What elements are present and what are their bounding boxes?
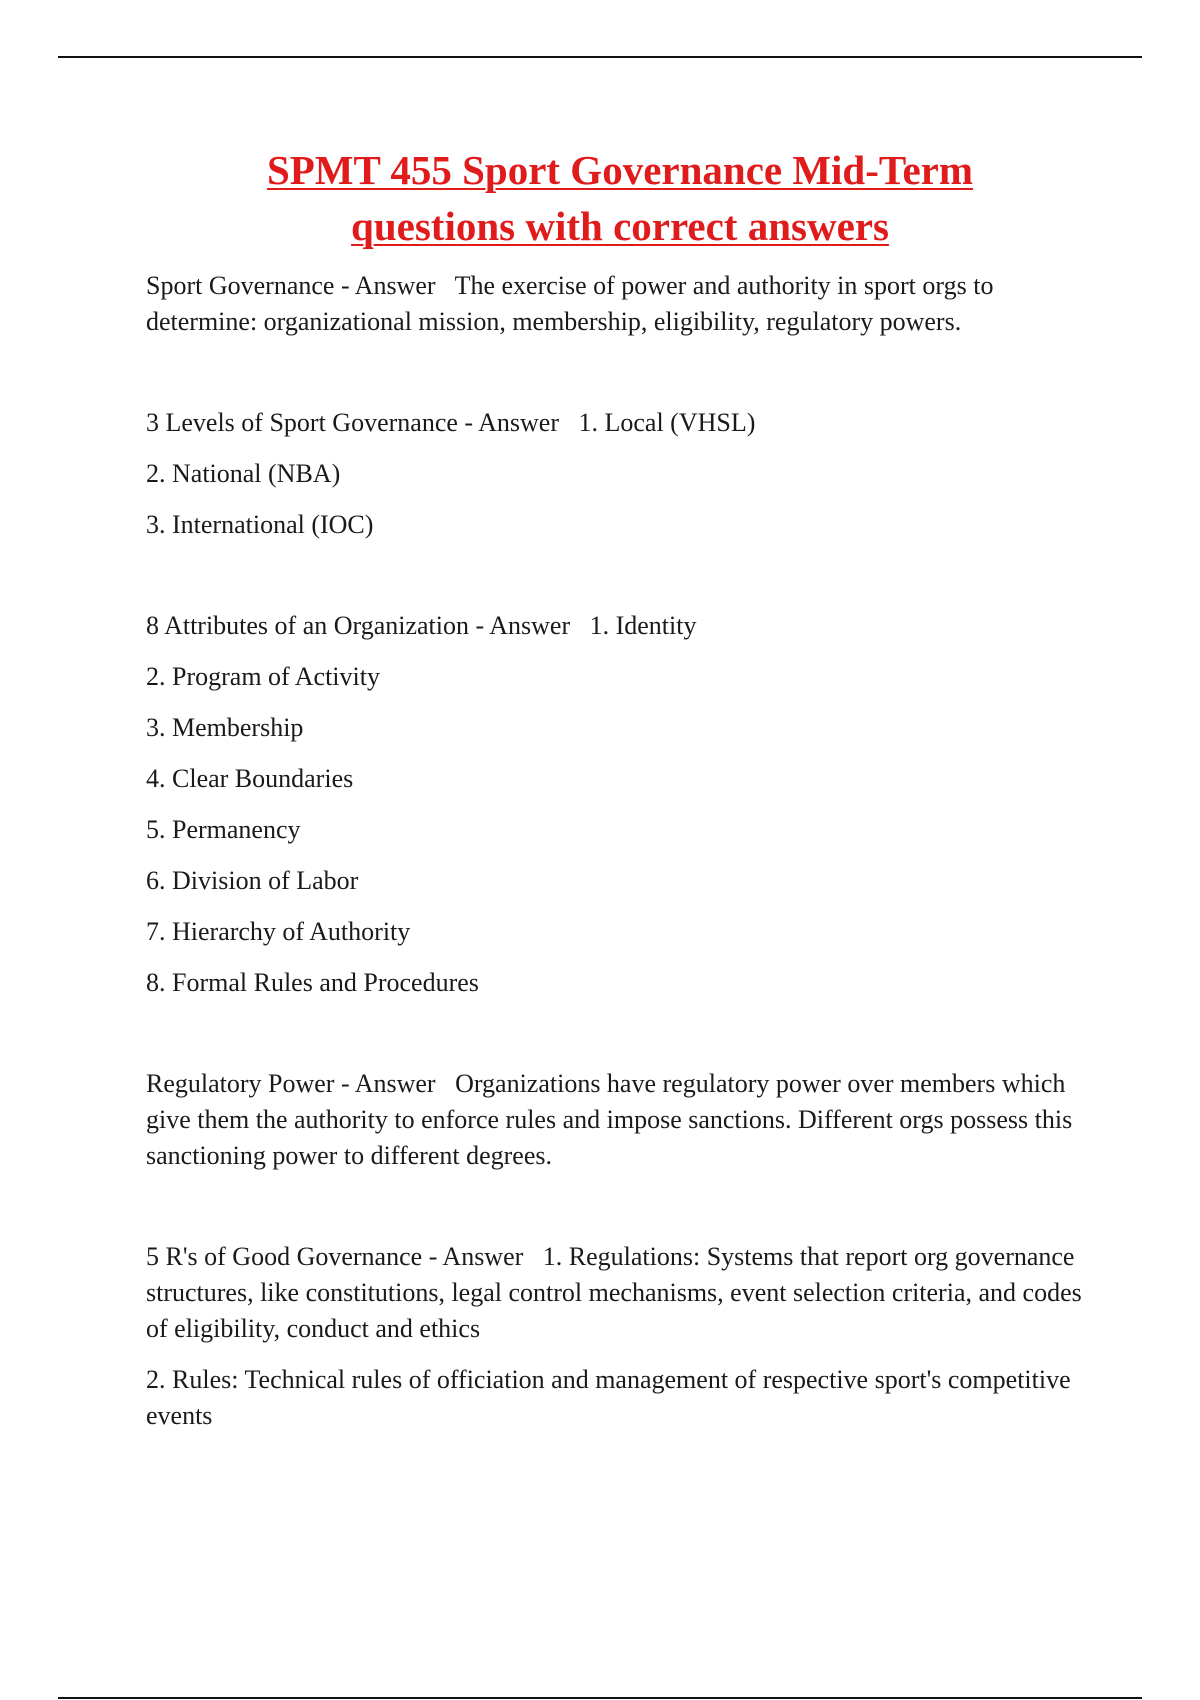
qa-line [146, 405, 1106, 441]
qa-answer-line: 1. Local (VHSL) [578, 408, 756, 437]
qa-term: 8 Attributes of an Organization [146, 611, 470, 640]
qa-answer-line: The exercise of power and authority in sport orgs to determine: organizational mission, membership, eligibility, regulatory powers. [146, 271, 994, 336]
qa-line [146, 608, 1106, 644]
qa-line [146, 1066, 1106, 1174]
qa-answer-line: 3. Membership [146, 713, 304, 742]
qa-answer-line: 2. Program of Activity [146, 662, 380, 691]
answer-separator: - Answer [457, 408, 559, 437]
answer-separator: - Answer [422, 1242, 524, 1271]
qa-answer-line: 8. Formal Rules and Procedures [146, 968, 479, 997]
qa-answer-line: 7. Hierarchy of Authority [146, 917, 411, 946]
qa-entry [146, 268, 1106, 340]
qa-answer-line: Organizations have regulatory power over members which give them the authority to enforce rules and impose sanctions. Different orgs possess this sanctioning power to different degrees. [146, 1069, 1073, 1170]
qa-answer-line: 5. Permanency [146, 815, 301, 844]
qa-entry [146, 1239, 1106, 1434]
qa-answer-line: 3. International (IOC) [146, 510, 374, 539]
qa-term: 3 Levels of Sport Governance [146, 408, 458, 437]
bottom-rule [58, 1697, 1142, 1699]
top-rule [58, 56, 1142, 58]
document-body [146, 268, 1106, 1434]
answer-separator: - Answer [334, 271, 436, 300]
qa-term: 5 R's of Good Governance [146, 1242, 423, 1271]
qa-entry [146, 608, 1106, 1001]
qa-answer-line: 1. Regulations: Systems that report org governance structures, like constitutions, legal control mechanisms, event selection criteria, and codes of eligibility, conduct and ethics [146, 1242, 1082, 1343]
answer-separator: - Answer [334, 1069, 436, 1098]
document-title [130, 142, 1110, 254]
qa-line [146, 268, 1106, 340]
qa-answer-line: 1. Identity [589, 611, 697, 640]
qa-entry [146, 1066, 1106, 1174]
answer-separator: - Answer [469, 611, 571, 640]
qa-answer-line: 2. National (NBA) [146, 459, 341, 488]
qa-entry [146, 405, 1106, 543]
qa-answer-line: 2. Rules: Technical rules of officiation and management of respective sport's competitive events [146, 1365, 1071, 1430]
qa-answer-line: 4. Clear Boundaries [146, 764, 354, 793]
qa-answer-line: 6. Division of Labor [146, 866, 359, 895]
qa-line [146, 1239, 1106, 1347]
qa-term: Regulatory Power [146, 1069, 335, 1098]
title-line-2: questions with correct answers [351, 203, 889, 249]
qa-term: Sport Governance [146, 271, 335, 300]
title-line-1: SPMT 455 Sport Governance Mid-Term [266, 147, 974, 193]
